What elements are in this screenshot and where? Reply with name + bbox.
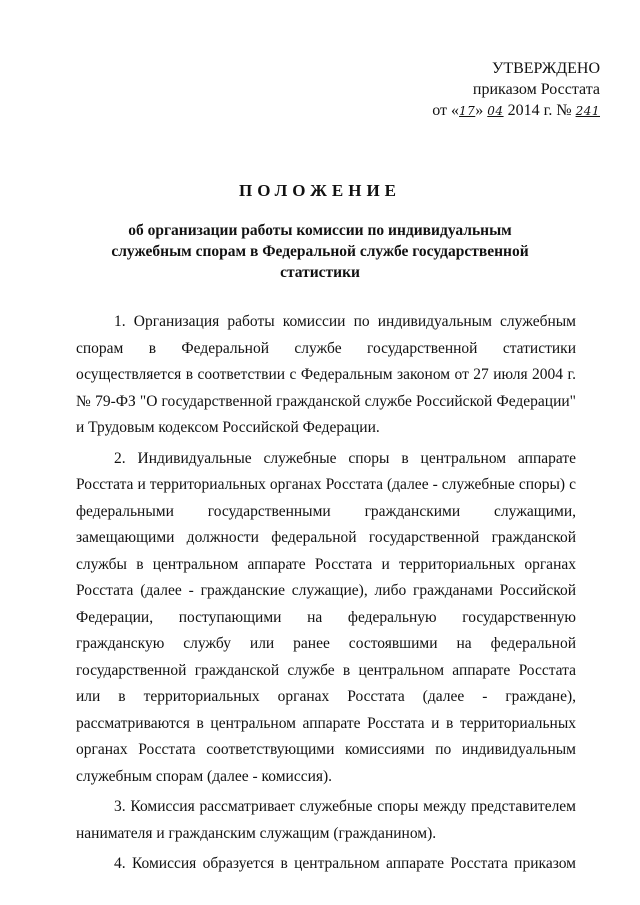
text-line: рассматриваются в центральном аппарате Росстата и в территориальных (76, 714, 576, 732)
paragraph-1 (76, 309, 576, 442)
text-line: осуществляется в соответствии с Федеральным законом от 27 июля 2004 г. (76, 366, 576, 383)
text-line: Федерации, поступающими на федеральную государственную (76, 608, 576, 626)
approval-heading: УТВЕРЖДЕНО (491, 60, 600, 77)
text-line: гражданскую службу или ранее состоявшими на федеральной (76, 635, 576, 652)
text-line: № 79-ФЗ "О государственной гражданской службе Российской Федерации" (76, 392, 576, 410)
subtitle-line: служебным спорам в Федеральной службе государственной (111, 243, 529, 260)
text-line: федеральными государственными гражданскими служащими, (76, 502, 576, 520)
text-line: нанимателя и гражданским служащим (гражданином). (76, 824, 437, 842)
text-line: 2. Индивидуальные служебные споры в центральном аппарате (114, 449, 576, 467)
text-line: Росстата и территориальных органах Росстата (далее - служебные споры) с (76, 476, 576, 493)
text-line: 4. Комиссия образуется в центральном аппарате Росстата приказом (114, 855, 576, 872)
approval-stamp (380, 58, 600, 122)
text-line: государственной гражданской службе в центральном аппарате Росстата (76, 661, 576, 679)
text-line: спорам в Федеральной службе государственной статистики (76, 339, 576, 357)
text-line: служебным спорам (далее - комиссия). (76, 767, 333, 785)
document-title: ПОЛОЖЕНИЕ (239, 181, 401, 200)
text-line: 3. Комиссия рассматривает служебные споры между представителем (114, 798, 576, 815)
document-body (76, 309, 576, 882)
approval-order: приказом Росстата (472, 81, 600, 98)
text-line: замещающими должности федеральной государственной гражданской (76, 529, 576, 546)
approval-date-line (380, 100, 600, 122)
paragraph-2 (76, 446, 576, 791)
approval-month-handwritten: 04 (487, 104, 504, 118)
paragraph-4 (76, 851, 576, 878)
text-line: или в территориальных органах Росстата (далее - граждане), (76, 688, 576, 705)
approval-date-prefix: от « (432, 102, 459, 119)
approval-day-handwritten: 17 (459, 104, 476, 118)
approval-number-handwritten: 241 (575, 104, 600, 118)
text-line: органах Росстата соответствующими комиссиями по индивидуальным (76, 741, 576, 758)
text-line: 1. Организация работы комиссии по индивидуальным служебным (114, 313, 576, 330)
text-line: и Трудовым кодексом Российской Федерации. (76, 419, 380, 436)
document-subtitle (95, 220, 545, 283)
subtitle-line: об организации работы комиссии по индивидуальным (128, 222, 512, 239)
approval-year: 2014 г. № (507, 102, 572, 119)
paragraph-3 (76, 794, 576, 847)
text-line: Росстата (далее - гражданские служащие), либо гражданами Российской (76, 582, 576, 599)
subtitle-line: статистики (280, 264, 360, 281)
text-line: службы в центральном аппарате Росстата и территориальных органах (76, 555, 576, 573)
approval-date-mid: » (475, 102, 484, 119)
